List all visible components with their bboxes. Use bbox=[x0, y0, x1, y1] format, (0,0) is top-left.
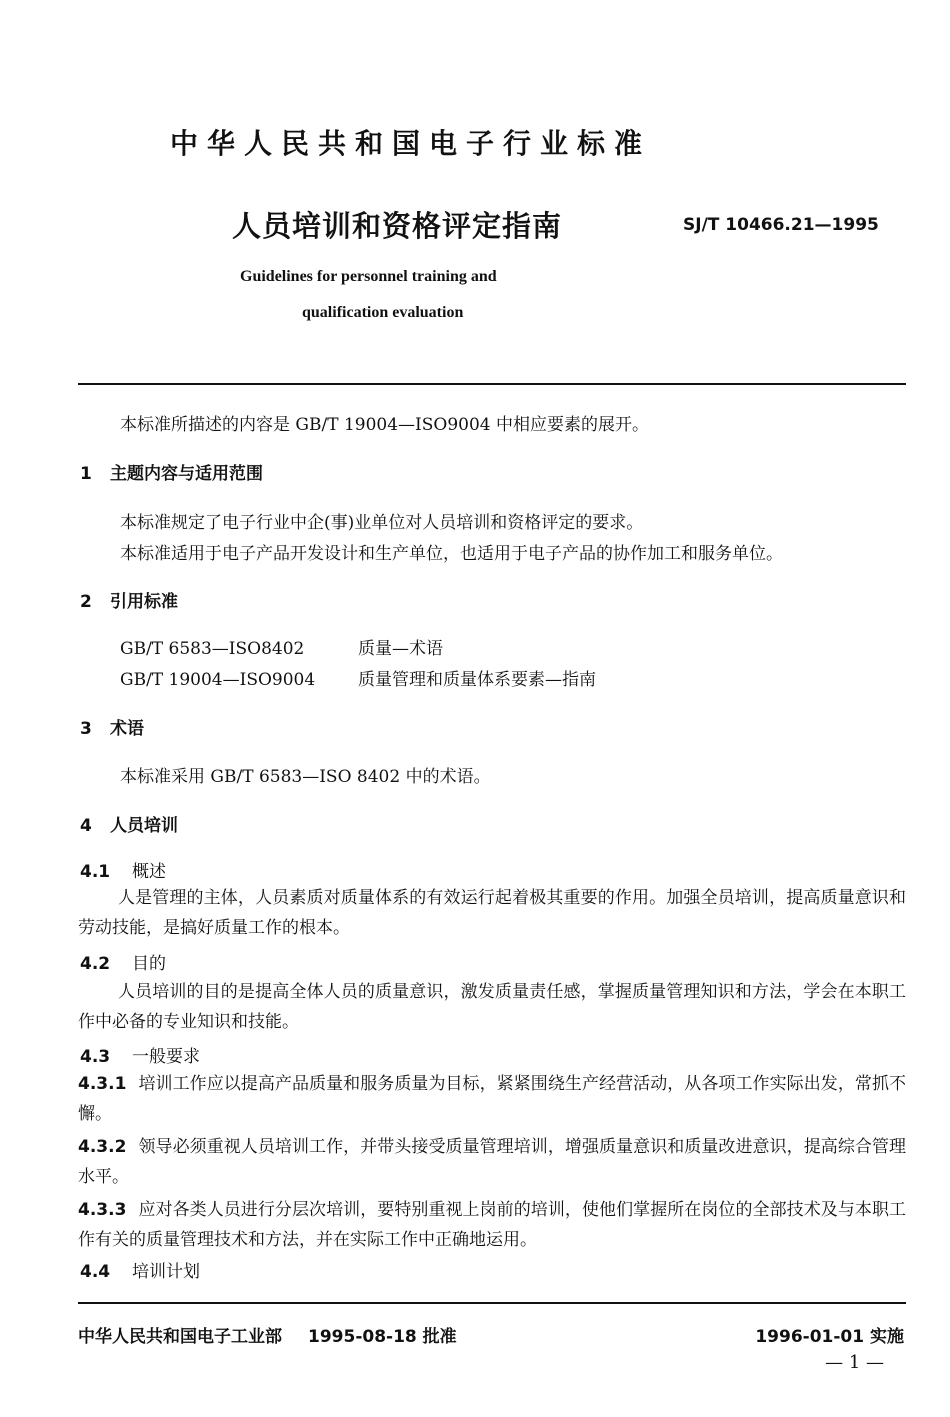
header-divider bbox=[78, 383, 906, 385]
subsection-title: 培训计划 bbox=[132, 1262, 200, 1282]
reference-title: 质量—术语 bbox=[358, 639, 443, 659]
section-2-heading bbox=[80, 587, 178, 612]
reference-item bbox=[120, 665, 596, 690]
subsection-number: 4.4 bbox=[80, 1262, 111, 1282]
standard-title: 中华人民共和国电子行业标准 bbox=[170, 127, 652, 160]
document-title: 人员培训和资格评定指南 bbox=[232, 209, 563, 243]
section-3-paragraph: 本标准采用 GB/T 6583—ISO 8402 中的术语。 bbox=[120, 767, 491, 787]
page-number: — 1 — bbox=[825, 1352, 884, 1373]
clause-text: 培训工作应以提高产品质量和服务质量为目标，紧紧围绕生产经营活动，从各项工作实际出发，常抓不懈。 bbox=[78, 1074, 906, 1124]
reference-code: GB/T 19004—ISO9004 bbox=[120, 670, 316, 690]
clause-text: 领导必须重视人员培训工作，并带头接受质量管理培训，增强质量意识和质量改进意识，提高综合管理水平。 bbox=[78, 1137, 906, 1187]
intro-text: 本标准所描述的内容是 GB/T 19004—ISO9004 中相应要素的展开。 bbox=[120, 415, 649, 435]
approval-date: 1995-08-18 批准 bbox=[308, 1327, 457, 1347]
section-title: 主题内容与适用范围 bbox=[110, 464, 263, 484]
subsection-title: 目的 bbox=[132, 954, 166, 974]
section-title: 引用标准 bbox=[110, 592, 178, 612]
footer-issuer-line bbox=[78, 1322, 457, 1347]
section-number: 4 bbox=[80, 816, 92, 836]
subsection-number: 4.1 bbox=[80, 862, 111, 882]
subsection-number: 4.3 bbox=[80, 1047, 111, 1067]
section-1-paragraph-1: 本标准规定了电子行业中企(事)业单位对人员培训和资格评定的要求。 bbox=[120, 513, 644, 533]
effective-date: 1996-01-01 实施 bbox=[755, 1327, 904, 1347]
clause-text: 应对各类人员进行分层次培训，要特别重视上岗前的培训，使他们掌握所在岗位的全部技术及与本职工作有关的质量管理技术和方法，并在实际工作中正确地运用。 bbox=[78, 1200, 906, 1250]
subsection-4-2-heading bbox=[80, 949, 166, 974]
subsection-4-2-text: 人员培训的目的是提高全体人员的质量意识，激发质量责任感，掌握质量管理知识和方法，学会在本职工作中必备的专业知识和技能。 bbox=[78, 982, 906, 1032]
clause-4-3-2 bbox=[78, 1132, 906, 1192]
reference-title: 质量管理和质量体系要素—指南 bbox=[358, 670, 596, 690]
issuer: 中华人民共和国电子工业部 bbox=[78, 1327, 282, 1347]
clause-number: 4.3.3 bbox=[78, 1200, 127, 1220]
subsection-title: 概述 bbox=[132, 862, 166, 882]
subsection-title: 一般要求 bbox=[132, 1047, 200, 1067]
reference-item bbox=[120, 634, 443, 659]
subsection-4-4-heading bbox=[80, 1257, 200, 1282]
section-number: 2 bbox=[80, 592, 92, 612]
subsection-4-3-heading bbox=[80, 1042, 200, 1067]
section-number: 3 bbox=[80, 719, 92, 739]
clause-number: 4.3.1 bbox=[78, 1074, 127, 1094]
clause-number: 4.3.2 bbox=[78, 1137, 127, 1157]
section-3-heading bbox=[80, 714, 144, 739]
english-title-line2: qualification evaluation bbox=[302, 304, 464, 321]
footer-divider bbox=[78, 1302, 906, 1304]
english-title-line1: Guidelines for personnel training and bbox=[240, 268, 497, 285]
section-1-paragraph-2: 本标准适用于电子产品开发设计和生产单位，也适用于电子产品的协作加工和服务单位。 bbox=[120, 544, 783, 564]
clause-4-3-1 bbox=[78, 1069, 906, 1129]
section-title: 人员培训 bbox=[110, 816, 178, 836]
section-number: 1 bbox=[80, 464, 92, 484]
reference-code: GB/T 6583—ISO8402 bbox=[120, 639, 305, 659]
standard-code: SJ/T 10466.21—1995 bbox=[683, 215, 879, 235]
section-1-heading bbox=[80, 459, 263, 484]
clause-4-3-3 bbox=[78, 1195, 906, 1255]
subsection-4-1-text: 人是管理的主体，人员素质对质量体系的有效运行起着极其重要的作用。加强全员培训，提高质量意识和劳动技能，是搞好质量工作的根本。 bbox=[78, 888, 906, 938]
subsection-number: 4.2 bbox=[80, 954, 111, 974]
subsection-4-1-heading bbox=[80, 857, 166, 882]
section-title: 术语 bbox=[110, 719, 144, 739]
section-4-heading bbox=[80, 811, 178, 836]
